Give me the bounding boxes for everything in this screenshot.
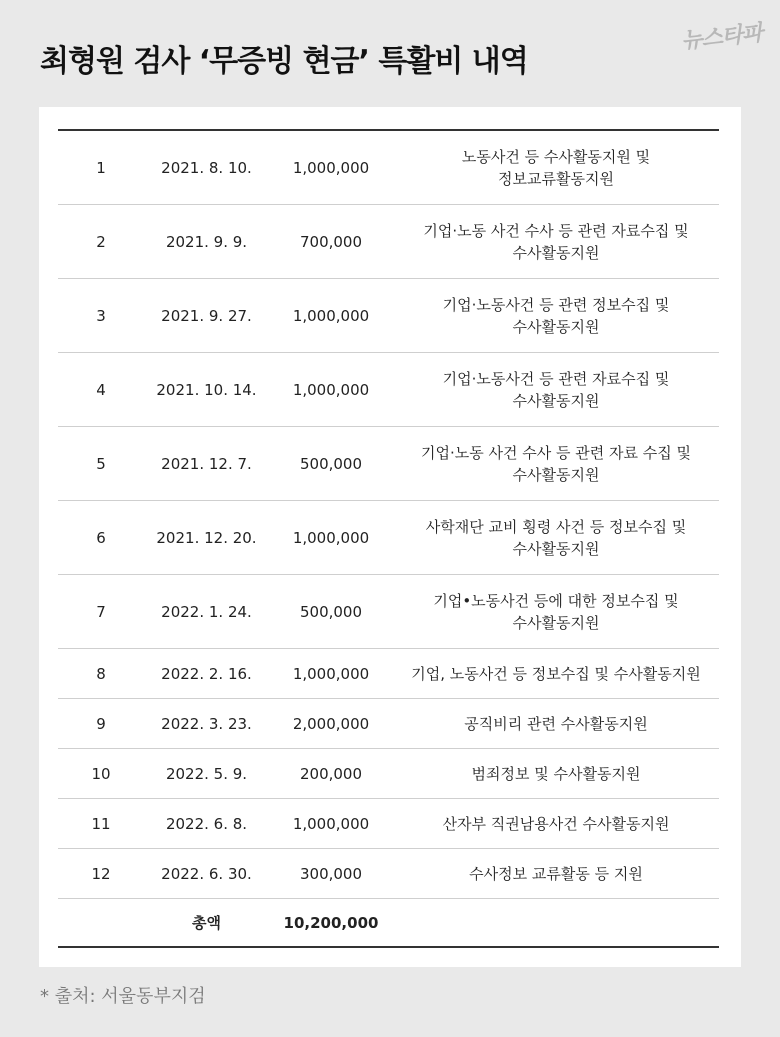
row-number: 2 [58,205,144,279]
row-description [393,279,719,353]
row-date: 2022. 6. 8. [144,799,269,849]
table-row [58,649,719,699]
row-number: 7 [58,575,144,649]
row-number: 6 [58,501,144,575]
row-description-line: 수사활동지원 [512,317,600,336]
row-description-line: 범죄정보 및 수사활동지원 [471,764,641,783]
row-date: 2021. 9. 9. [144,205,269,279]
row-description-line: 기업·노동 사건 수사 등 관련 자료수집 및 [423,221,689,240]
row-description-line: 산자부 직권남용사건 수사활동지원 [442,814,670,833]
row-date: 2022. 5. 9. [144,749,269,799]
row-description-line: 수사활동지원 [512,243,600,262]
row-date: 2022. 6. 30. [144,849,269,899]
row-number: 3 [58,279,144,353]
row-amount: 1,000,000 [269,799,393,849]
row-amount: 500,000 [269,427,393,501]
table-row [58,279,719,353]
row-date: 2022. 3. 23. [144,699,269,749]
row-number: 5 [58,427,144,501]
table-row [58,849,719,899]
table-row [58,353,719,427]
total-label: 총액 [192,913,221,932]
row-number: 9 [58,699,144,749]
table-card [39,107,741,967]
row-description [393,749,719,799]
row-description-line: 수사활동지원 [512,391,600,410]
row-amount: 500,000 [269,575,393,649]
row-description-line: 수사활동지원 [512,465,600,484]
table-row [58,427,719,501]
total-desc-cell [393,899,719,948]
publisher-logo: 뉴스타파 [680,20,764,55]
row-description-line: 수사정보 교류활동 등 지원 [469,864,643,883]
table-row [58,501,719,575]
row-description [393,849,719,899]
table-row [58,575,719,649]
row-date: 2021. 10. 14. [144,353,269,427]
row-date: 2022. 2. 16. [144,649,269,699]
row-date: 2021. 12. 20. [144,501,269,575]
row-description-line: 정보교류활동지원 [498,169,614,188]
table-row [58,130,719,205]
total-no-cell [58,899,144,948]
total-amount: 10,200,000 [283,913,379,932]
row-description-line: 기업·노동 사건 수사 등 관련 자료 수집 및 [421,443,691,462]
row-description [393,575,719,649]
table-row [58,205,719,279]
row-amount: 1,000,000 [269,649,393,699]
row-amount: 700,000 [269,205,393,279]
row-description-line: 기업·노동사건 등 관련 자료수집 및 [442,369,670,388]
row-number: 10 [58,749,144,799]
row-description [393,353,719,427]
total-row [58,899,719,948]
row-description [393,205,719,279]
row-number: 1 [58,130,144,205]
row-amount: 1,000,000 [269,353,393,427]
row-description [393,130,719,205]
row-description-line: 기업, 노동사건 등 정보수집 및 수사활동지원 [411,664,701,683]
page-title: 최형원 검사 ‘무증빙 현금’ 특활비 내역 [40,44,528,79]
source-note: * 출처: 서울동부지검 [40,986,206,1007]
row-description [393,649,719,699]
row-amount: 1,000,000 [269,501,393,575]
row-date: 2022. 1. 24. [144,575,269,649]
expense-table [58,129,719,948]
row-amount: 1,000,000 [269,279,393,353]
row-description [393,799,719,849]
row-number: 12 [58,849,144,899]
row-description-line: 수사활동지원 [512,613,600,632]
row-description [393,501,719,575]
row-description-line: 공직비리 관련 수사활동지원 [464,714,648,733]
row-description-line: 노동사건 등 수사활동지원 및 [461,147,651,166]
row-description-line: 기업·노동사건 등 관련 정보수집 및 [442,295,670,314]
table-row [58,699,719,749]
row-description [393,699,719,749]
row-amount: 1,000,000 [269,130,393,205]
row-number: 8 [58,649,144,699]
row-description-line: 수사활동지원 [512,539,600,558]
row-description-line: 사학재단 교비 횡령 사건 등 정보수집 및 [425,517,687,536]
row-date: 2021. 9. 27. [144,279,269,353]
row-description-line: 기업•노동사건 등에 대한 정보수집 및 [433,591,679,610]
table-row [58,749,719,799]
row-amount: 2,000,000 [269,699,393,749]
table-row [58,799,719,849]
row-amount: 300,000 [269,849,393,899]
row-description [393,427,719,501]
row-number: 11 [58,799,144,849]
row-amount: 200,000 [269,749,393,799]
row-date: 2021. 8. 10. [144,130,269,205]
row-number: 4 [58,353,144,427]
row-date: 2021. 12. 7. [144,427,269,501]
